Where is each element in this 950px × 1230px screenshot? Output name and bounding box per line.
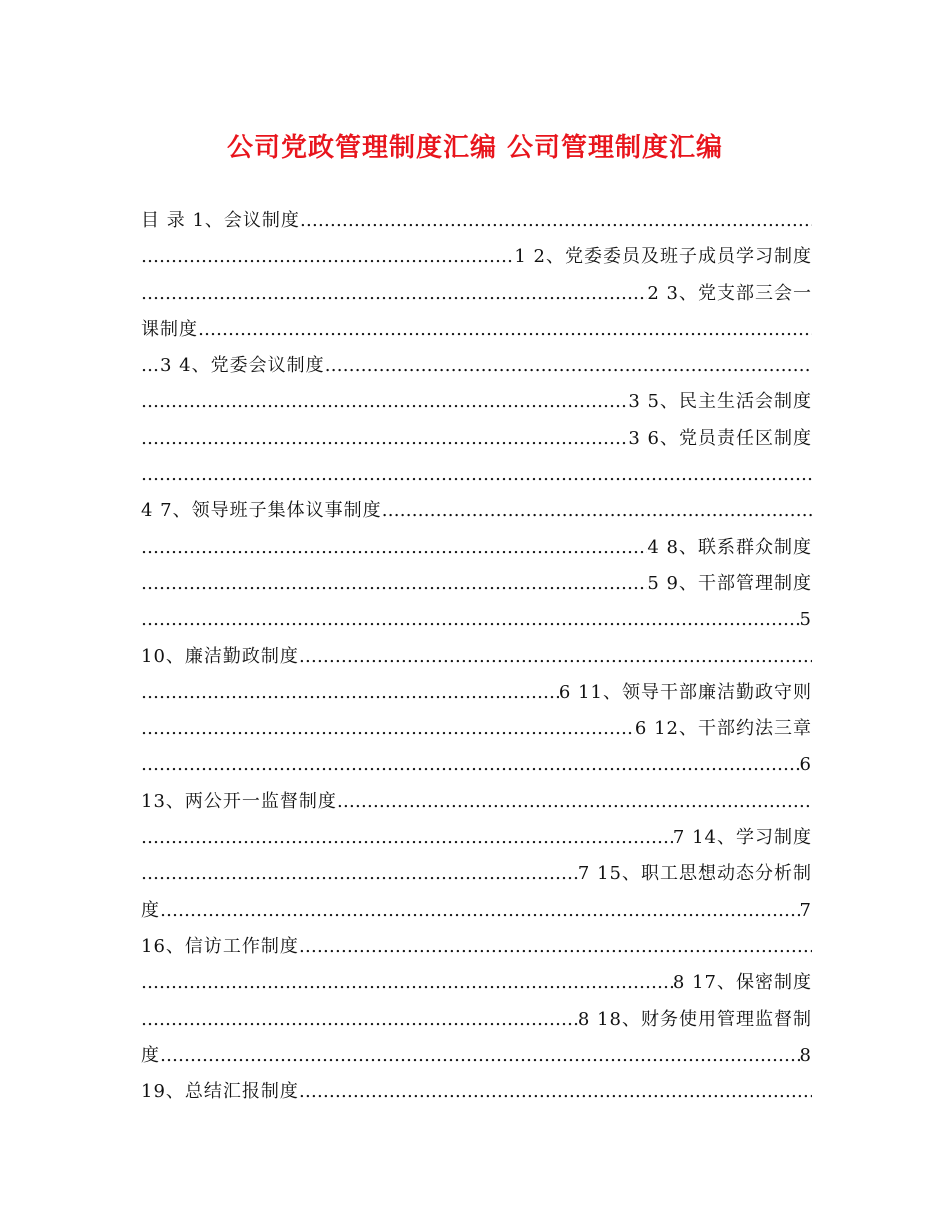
toc-text-after: 7 15、职工思想动态分析制 bbox=[577, 863, 812, 885]
toc-line bbox=[141, 893, 812, 929]
toc-line bbox=[141, 530, 812, 566]
toc-dot-leader bbox=[141, 747, 800, 783]
toc-dot-leader bbox=[299, 929, 812, 965]
toc-dot-leader bbox=[141, 566, 647, 602]
toc-text-after: 2 3、党支部三会一 bbox=[647, 282, 812, 304]
toc-dot-leader bbox=[325, 348, 812, 384]
toc-line bbox=[141, 1074, 812, 1110]
toc-dot-leader bbox=[141, 711, 635, 747]
toc-text-before: 度 bbox=[141, 1044, 160, 1066]
toc-text-after: 6 bbox=[799, 754, 812, 776]
toc-text-after: 7 bbox=[799, 899, 812, 921]
toc-dot-leader bbox=[141, 384, 628, 420]
toc-dot-leader bbox=[198, 312, 812, 348]
toc-dot-leader bbox=[300, 203, 812, 239]
toc-text-before: …3 4、党委会议制度 bbox=[141, 355, 325, 377]
toc-text-after: 6 11、领导干部廉洁勤政守则 bbox=[558, 681, 812, 703]
toc-dot-leader bbox=[382, 493, 812, 529]
toc-text-before: 度 bbox=[141, 899, 160, 921]
toc-line bbox=[141, 348, 812, 384]
toc-dot-leader bbox=[299, 639, 812, 675]
toc-line bbox=[141, 384, 812, 420]
toc-line bbox=[141, 639, 812, 675]
toc-dot-leader bbox=[141, 1002, 578, 1038]
toc-text-after: 8 bbox=[799, 1044, 812, 1066]
toc-text-before: 13、两公开一监督制度 bbox=[141, 790, 337, 812]
table-of-contents bbox=[141, 203, 812, 1110]
toc-dot-leader bbox=[141, 675, 559, 711]
toc-line bbox=[141, 203, 812, 239]
toc-line bbox=[141, 965, 812, 1001]
toc-line bbox=[141, 1038, 812, 1074]
toc-dot-leader bbox=[141, 530, 647, 566]
toc-line bbox=[141, 276, 812, 312]
toc-text-before: 16、信访工作制度 bbox=[141, 935, 299, 957]
toc-line bbox=[141, 566, 812, 602]
toc-dot-leader bbox=[141, 276, 647, 312]
toc-line bbox=[141, 820, 812, 856]
toc-text-after: 8 17、保密制度 bbox=[672, 972, 812, 994]
toc-text-before: 10、廉洁勤政制度 bbox=[141, 645, 299, 667]
toc-line bbox=[141, 784, 812, 820]
toc-text-before: 19、总结汇报制度 bbox=[141, 1081, 299, 1103]
toc-text-after: 3 5、民主生活会制度 bbox=[628, 391, 812, 413]
toc-dot-leader bbox=[141, 421, 628, 457]
toc-text-before: 课制度 bbox=[141, 318, 198, 340]
toc-dot-leader bbox=[141, 820, 673, 856]
toc-dot-leader bbox=[299, 1074, 812, 1110]
toc-line bbox=[141, 239, 812, 275]
toc-dot-leader bbox=[160, 893, 800, 929]
toc-text-before: 4 7、领导班子集体议事制度 bbox=[141, 500, 382, 522]
toc-text-after: 8 18、财务使用管理监督制 bbox=[577, 1008, 812, 1030]
toc-text-after: 6 12、干部约法三章 bbox=[634, 718, 812, 740]
toc-line bbox=[141, 312, 812, 348]
toc-text-after: 5 9、干部管理制度 bbox=[647, 572, 812, 594]
toc-text-after: 5 bbox=[799, 609, 812, 631]
toc-text-before: 目 录 1、会议制度 bbox=[141, 210, 300, 231]
toc-dot-leader bbox=[141, 239, 514, 275]
toc-line bbox=[141, 929, 812, 965]
toc-dot-leader bbox=[160, 1038, 800, 1074]
toc-line bbox=[141, 856, 812, 892]
toc-line bbox=[141, 421, 812, 457]
toc-line bbox=[141, 457, 812, 493]
toc-dot-leader bbox=[141, 965, 673, 1001]
toc-dot-leader bbox=[141, 457, 812, 493]
toc-line bbox=[141, 602, 812, 638]
toc-dot-leader bbox=[141, 602, 800, 638]
toc-line bbox=[141, 493, 812, 529]
toc-dot-leader bbox=[337, 784, 812, 820]
toc-line bbox=[141, 711, 812, 747]
toc-dot-leader bbox=[141, 856, 578, 892]
toc-text-after: 3 6、党员责任区制度 bbox=[628, 427, 812, 449]
toc-text-after: 7 14、学习制度 bbox=[672, 827, 812, 849]
toc-text-after: 4 8、联系群众制度 bbox=[647, 536, 812, 558]
toc-line bbox=[141, 747, 812, 783]
toc-text-after: 1 2、党委委员及班子成员学习制度 bbox=[514, 246, 812, 268]
toc-line bbox=[141, 1002, 812, 1038]
document-title: 公司党政管理制度汇编 公司管理制度汇编 bbox=[226, 133, 724, 163]
toc-line bbox=[141, 675, 812, 711]
